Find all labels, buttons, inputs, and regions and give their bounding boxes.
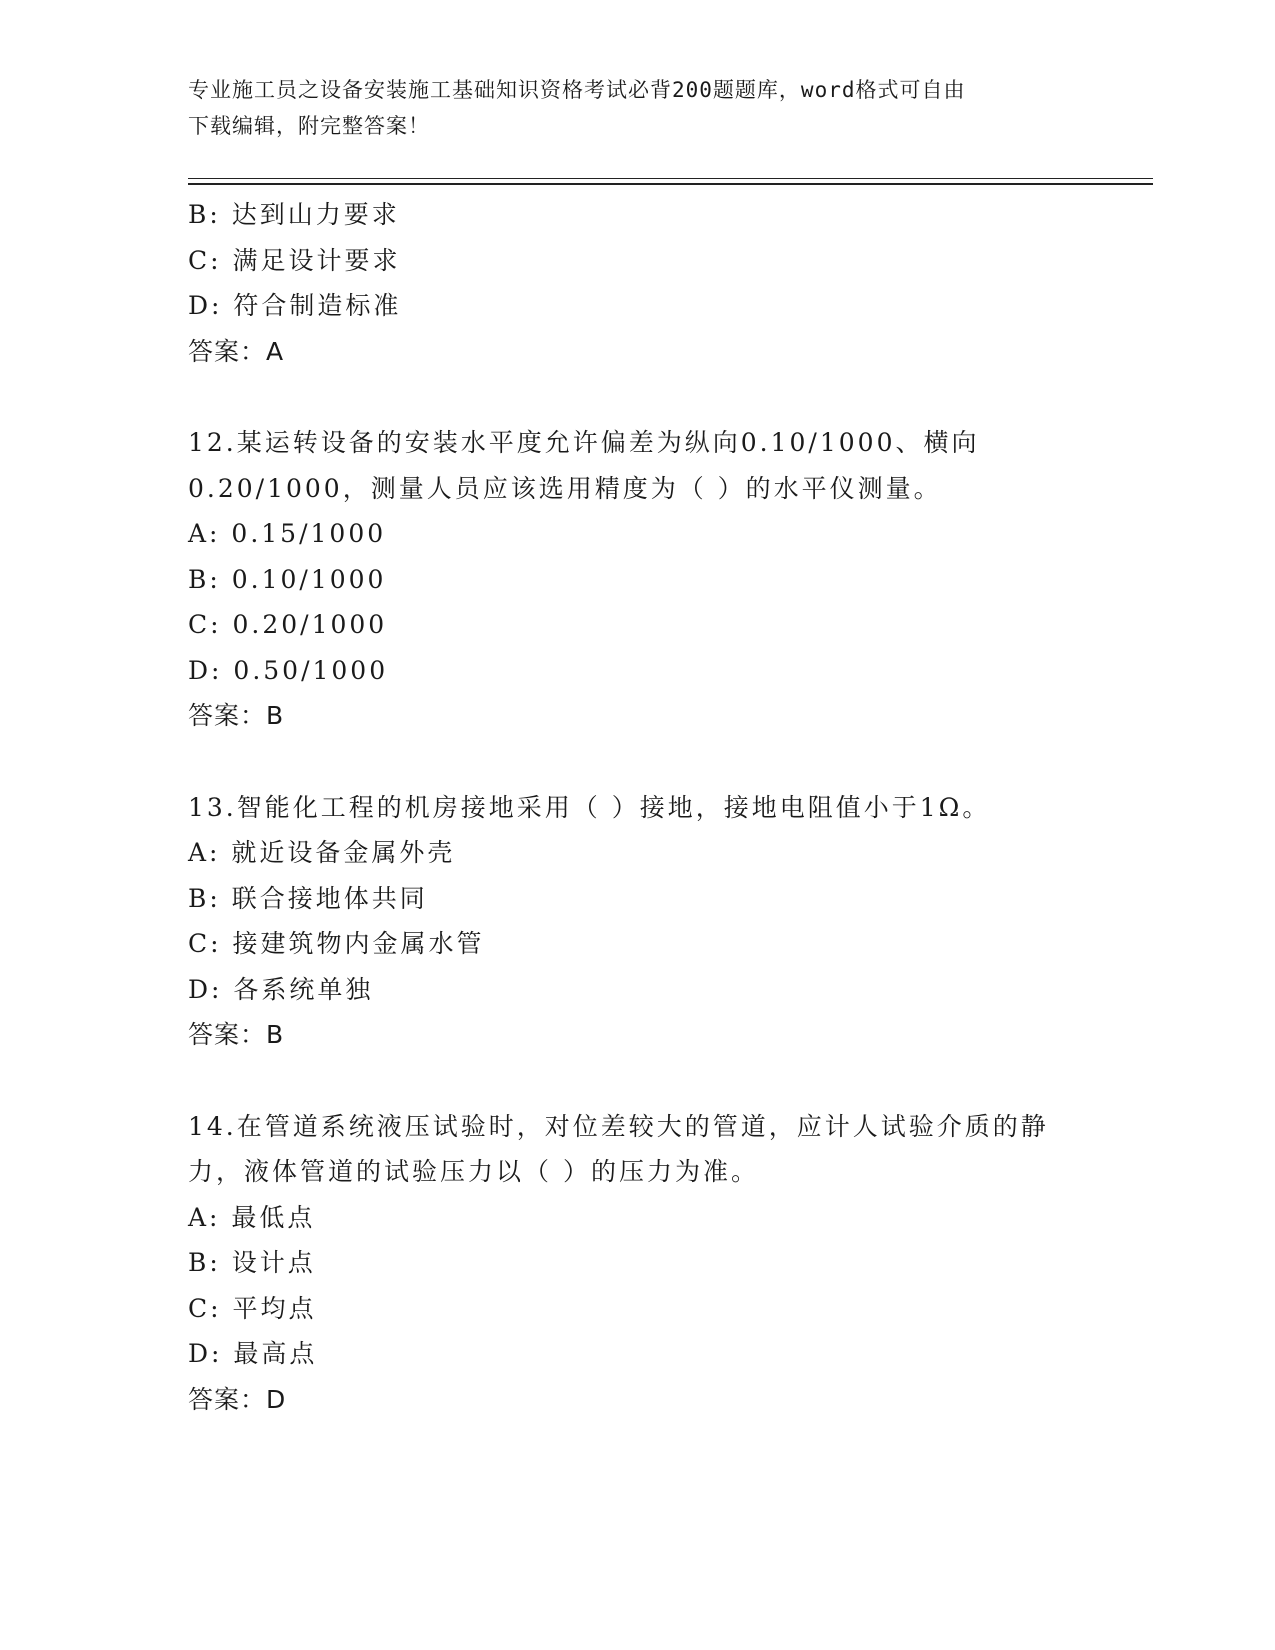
q14-option-b: B: 设计点 — [188, 1248, 316, 1277]
header-title-line-1: 专业施工员之设备安装施工基础知识资格考试必背200题题库，word格式可自由 — [188, 78, 966, 102]
q12-option-a: A: 0.15/1000 — [188, 519, 387, 548]
q11-option-c: C: 满足设计要求 — [188, 245, 401, 275]
q12-stem-line-2: 0.20/1000，测量人员应该选用精度为（ ）的水平仪测量。 — [188, 473, 942, 503]
q13-answer: 答案：B — [188, 1020, 285, 1049]
q14-answer: 答案：D — [188, 1384, 287, 1414]
question-12 — [188, 420, 1088, 739]
header-title-line-2: 下载编辑，附完整答案！ — [188, 114, 430, 138]
q12-option-d: D: 0.50/1000 — [188, 655, 389, 685]
q13-option-b: B: 联合接地体共同 — [188, 883, 428, 913]
q12-option-b: B: 0.10/1000 — [188, 564, 387, 594]
spacer — [188, 739, 1088, 785]
header-divider-thin — [188, 178, 1153, 179]
q13-stem-line-1: 13.智能化工程的机房接地采用（ ）接地，接地电阻值小于1Ω。 — [188, 792, 991, 822]
spacer — [188, 1058, 1088, 1104]
q13-option-c: C: 接建筑物内金属水管 — [188, 929, 485, 958]
q13-option-d: D: 各系统单独 — [188, 974, 374, 1004]
q11-answer: 答案：A — [188, 336, 285, 366]
q12-option-c: C: 0.20/1000 — [188, 610, 388, 639]
q13-option-a: A: 就近设备金属外壳 — [188, 838, 456, 867]
question-14 — [188, 1104, 1088, 1423]
q11-option-b: B: 达到山力要求 — [188, 200, 400, 229]
question-11-tail — [188, 192, 1088, 374]
document-header — [188, 72, 1068, 144]
question-content — [188, 192, 1088, 1422]
spacer — [188, 374, 1088, 420]
q14-option-c: C: 平均点 — [188, 1293, 317, 1323]
q14-stem-line-2: 力，液体管道的试验压力以（ ）的压力为准。 — [188, 1157, 759, 1186]
q12-answer: 答案：B — [188, 701, 285, 730]
q14-option-a: A: 最低点 — [188, 1202, 316, 1232]
q14-stem-line-1: 14.在管道系统液压试验时，对位差较大的管道，应计人试验介质的静 — [188, 1111, 1049, 1141]
q14-option-d: D: 最高点 — [188, 1339, 318, 1368]
question-13 — [188, 785, 1088, 1058]
q12-stem-line-1: 12.某运转设备的安装水平度允许偏差为纵向0.10/1000、横向 — [188, 428, 980, 457]
header-divider-thick — [188, 183, 1153, 185]
q11-option-d: D: 符合制造标准 — [188, 291, 402, 320]
